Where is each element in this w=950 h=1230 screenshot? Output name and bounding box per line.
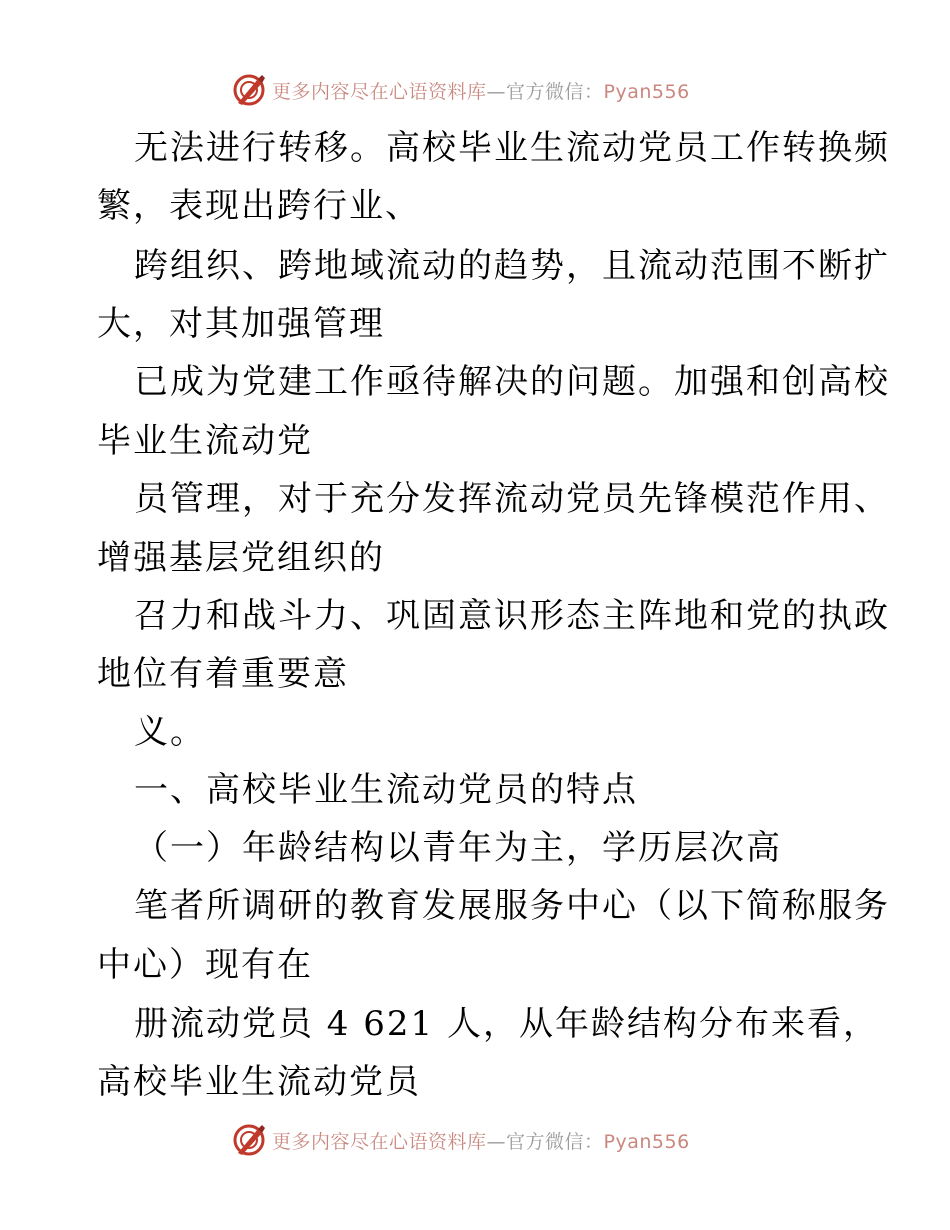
text-line: 跨组织、跨地域流动的趋势，且流动范围不断扩	[134, 246, 890, 286]
watermark-footer	[232, 1120, 690, 1160]
text-line: 义。	[134, 712, 206, 752]
text-line: 笔者所调研的教育发展服务中心（以下简称服务	[134, 886, 890, 926]
watermark-wechat-label: 官方微信：	[506, 80, 604, 103]
watermark-separator: —	[486, 80, 507, 103]
watermark-wechat-id: Pyan556	[603, 1130, 690, 1153]
watermark-text	[272, 1127, 690, 1154]
text-line: 地位有着重要意	[97, 654, 349, 694]
watermark-wechat-label: 官方微信：	[506, 1130, 604, 1153]
watermark-separator: —	[486, 1130, 507, 1153]
watermark-wechat-id: Pyan556	[603, 80, 690, 103]
section-heading: 一、高校毕业生流动党员的特点	[134, 770, 638, 810]
watermark-brand: 更多内容尽在心语资料库	[272, 1130, 487, 1153]
pen-logo-icon	[232, 1123, 266, 1157]
watermark-brand: 更多内容尽在心语资料库	[272, 80, 487, 103]
text-line: 召力和战斗力、巩固意识形态主阵地和党的执政	[134, 596, 890, 636]
text-line: 无法进行转移。高校毕业生流动党员工作转换频	[134, 128, 890, 168]
text-line: 繁，表现出跨行业、	[97, 186, 421, 226]
text-line: 大，对其加强管理	[97, 304, 385, 344]
text-line: 高校毕业生流动党员	[97, 1062, 421, 1102]
text-line: 册流动党员 4 621 人，从年龄结构分布来看，	[134, 1004, 879, 1044]
text-line: 中心）现有在	[97, 945, 313, 985]
text-line: 增强基层党组织的	[97, 538, 385, 578]
text-line: 毕业生流动党	[97, 421, 313, 461]
text-line: 已成为党建工作亟待解决的问题。加强和创高校	[134, 362, 890, 402]
text-line: 员管理，对于充分发挥流动党员先锋模范作用、	[134, 479, 890, 519]
subsection-heading: （一）年龄结构以青年为主，学历层次高	[134, 828, 782, 868]
